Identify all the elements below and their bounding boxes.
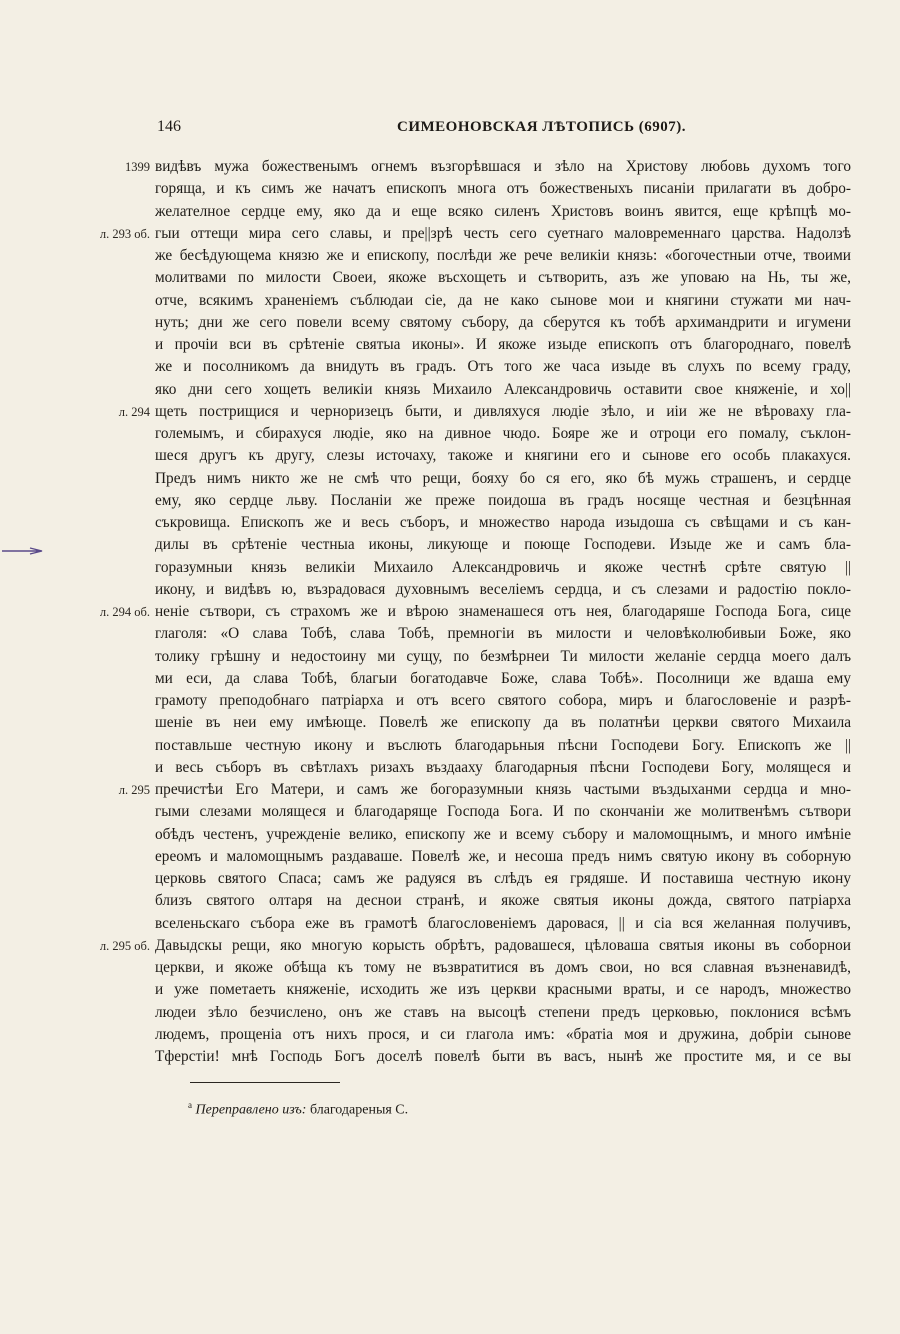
text-line: шеся другъ къ другу, слезы источаху, такоже и княгини его и сынове его особь плакахуся. xyxy=(155,447,851,465)
text-line: щеть пострищися и черноризецъ быти, и дивляхуся людiе зѣло, и иiи же не вѣроваху гла- xyxy=(155,402,851,420)
text-line: дилы въ срѣтенiе честныа иконы, ликующе и поюще Господеви. Изыде же и самъ бла- xyxy=(155,536,851,554)
text-line: поставльше честную икону и въслють благодарьныя пѣсни Господеви Богу. Епископъ же || xyxy=(155,736,851,754)
text-line: грамоту преподобнаго патрiарха и отъ всего святого собора, миръ и благословенiе и разрѣ- xyxy=(155,692,851,709)
footnote-label: Переправлено изъ: xyxy=(195,1102,307,1118)
folio-marker: л. 295 об. xyxy=(99,938,150,953)
text-line: обѣдъ честенъ, учрежденiе велико, епископу же и всему събору и маломощнымъ, и много имѣнiе xyxy=(155,825,851,843)
text-line: же и посолникомъ да внидуть въ градъ. Отъ того же часа изыде въ слухъ по всему граду, xyxy=(155,358,851,376)
text-line: церкви, и якоже обѣща къ тому не възвратитися въ домъ свои, но вся славная възненавидѣ, xyxy=(155,959,851,976)
folio-marker: л. 293 об. xyxy=(99,226,150,241)
text-line: ему, яко сердце льву. Посланiи же преже поидоша въ градъ носяще честная и безцѣнная xyxy=(155,491,851,509)
text-line: вселеньскаго събора еже въ грамотѣ благословенiемъ даровася, || и сiа вся желанная получивъ, xyxy=(155,914,851,932)
text-line: молитвами по милости Своеи, якоже въсхощеть и сътворить, азъ же уповаю на Нь, ты же, xyxy=(155,269,851,287)
text-line: отче, всякимъ храненiемъ съблюдаи сiе, да не како сынове мои и княгини стужати ми нач- xyxy=(155,291,851,309)
footnote-marker: a xyxy=(188,1100,192,1110)
text-line: Предъ нимъ никто же не смѣ что рещи, бояху бо ся его, яко бѣ мужь страшенъ, и сердце xyxy=(155,469,851,487)
text-line: церковь святого Спаса; самъ же радуяся въ слѣдъ ея грядяше. И поставиша честную икону xyxy=(155,870,851,887)
text-line: ми еси, да слава Тобѣ, благыи богатодавче Боже, слава Тобѣ». Посолници же вдаша ему xyxy=(155,669,851,687)
text-line: Давыдскы рещи, яко многую корысть обрѣтъ, радовашеся, цѣловаша святыя иконы въ соборнои xyxy=(155,936,851,954)
folio-marker: л. 295 xyxy=(118,783,150,797)
footnote-rule xyxy=(190,1082,340,1083)
text-line: гыми слезами молящеся и благодаряще Господа Бога. И по скончанiи же молитвенѣмъ сътвори xyxy=(155,803,851,821)
folio-marker: л. 294 об. xyxy=(99,605,150,619)
text-line: и уже пометаеть княженiе, исходить же изъ церкви красными враты, и се народъ, множество xyxy=(155,981,851,999)
text-line: людеи зѣло безчислено, онъ же ставъ на высоцѣ степени предъ церковью, поклонися всѣмъ xyxy=(155,1003,851,1021)
text-line: горяща, и къ симъ же начатъ епископъ многа отъ божественыхъ писанiи прилагати въ добро- xyxy=(155,180,851,198)
text-line: близъ святого олтаря на деснои странѣ, и якоже святыя иконы дождa, святого патрiарха xyxy=(155,892,851,910)
text-line: глаголя: «О слава Тобѣ, слава Тобѣ, премногiи въ милости и человѣколюбивыи Боже, яко xyxy=(155,625,851,643)
text-line: пречистѣи Его Матери, и самъ же богоразумныи князь частыми въздыханми сердца и мно- xyxy=(155,781,851,798)
folio-marker: л. 294 xyxy=(118,404,150,419)
running-title: СИМЕОНОВСКАЯ ЛѢТОПИСЬ (6907). xyxy=(397,119,686,135)
text-line: ненiе сътвори, съ страхомъ же и вѣрою знаменашеся отъ нея, благодаряше Господа Бога, сице xyxy=(155,603,851,620)
text-line: желателное сердце ему, яко да и еще всяко силенъ Христовъ воинъ явится, еще крѣпцѣ мо- xyxy=(155,202,851,220)
text-line: людемъ, прощенiа отъ нихъ прося, и си глагола имъ: «братiа моя и дружина, добрiи сынове xyxy=(155,1025,851,1043)
text-line: толику грѣшну и недостоину ми сущу, по безмѣрнеи Ти милости желанiе сердца моего далъ xyxy=(155,647,851,665)
text-line: и весь съборъ въ свѣтлахъ ризахъ въздааху благодарныя пѣсни Господеви Богу, молящеся и xyxy=(155,758,851,776)
text-line: Тферстiи! мнѣ Господь Богъ доселѣ повелѣ быти въ васъ, нынѣ же простите мя, и се вы xyxy=(155,1048,851,1065)
text-line: нуть; дни же сего повели всему святому събору, да сберутся къ тобѣ архимандрити и игумени xyxy=(155,313,851,331)
text-line: ереомъ и маломощнымъ раздаваше. Повелѣ же, и несоша предъ нимъ святую икону въ соборную xyxy=(155,847,851,865)
text-line: съкровища. Епископъ же и весь съборъ, и множество народа изыдоша съ свѣщами и съ кан- xyxy=(155,514,851,531)
text-line: яко дни сего хощеть великiи князь Михаило Александровичь оставити свое княженiе, и хо|| xyxy=(155,380,851,398)
text-line: и прочiи вси въ срѣтенiе святыа иконы». И якоже изыде епископъ отъ благороднаго, повелѣ xyxy=(155,336,851,353)
text-line: шенiе въ неи ему имѣюще. Повелѣ же епископу да въ полатнѣи церкви святого Михаила xyxy=(155,714,851,732)
text-line: же бесѣдующема князю же и епископу, послѣди же рече великiи князь: «богочестныи отче, твоими xyxy=(155,247,851,264)
text-line: гыи оттещи мира сего славы, и пре||зрѣ честь сего суетнаго маловременнаго царства. Надолзѣ xyxy=(155,224,851,242)
folio-marker: 1399 xyxy=(125,160,150,174)
text-line: големымъ, и сбирахуся людiе, яко на дивное чюдо. Бояре же и отроци его помалу, съклон- xyxy=(155,425,851,442)
text-line: горазумныи князь великiи Михаило Александровичь и якоже честнѣ срѣте святую || xyxy=(155,558,851,576)
pencil-mark xyxy=(0,546,46,556)
text-line: видѣвъ мужа божественымъ огнемъ възгорѣвшася и зѣло на Христову любовь духомъ того xyxy=(155,158,851,175)
footnote xyxy=(188,1100,408,1119)
text-line: икону, и видѣвъ ю, възрадовася духовнымъ веселiемъ сердца, и съ слезами и радостiю покло- xyxy=(155,580,851,598)
page-number: 146 xyxy=(157,118,181,135)
footnote-text: благодареныя С. xyxy=(309,1102,409,1118)
page-header xyxy=(157,118,857,142)
